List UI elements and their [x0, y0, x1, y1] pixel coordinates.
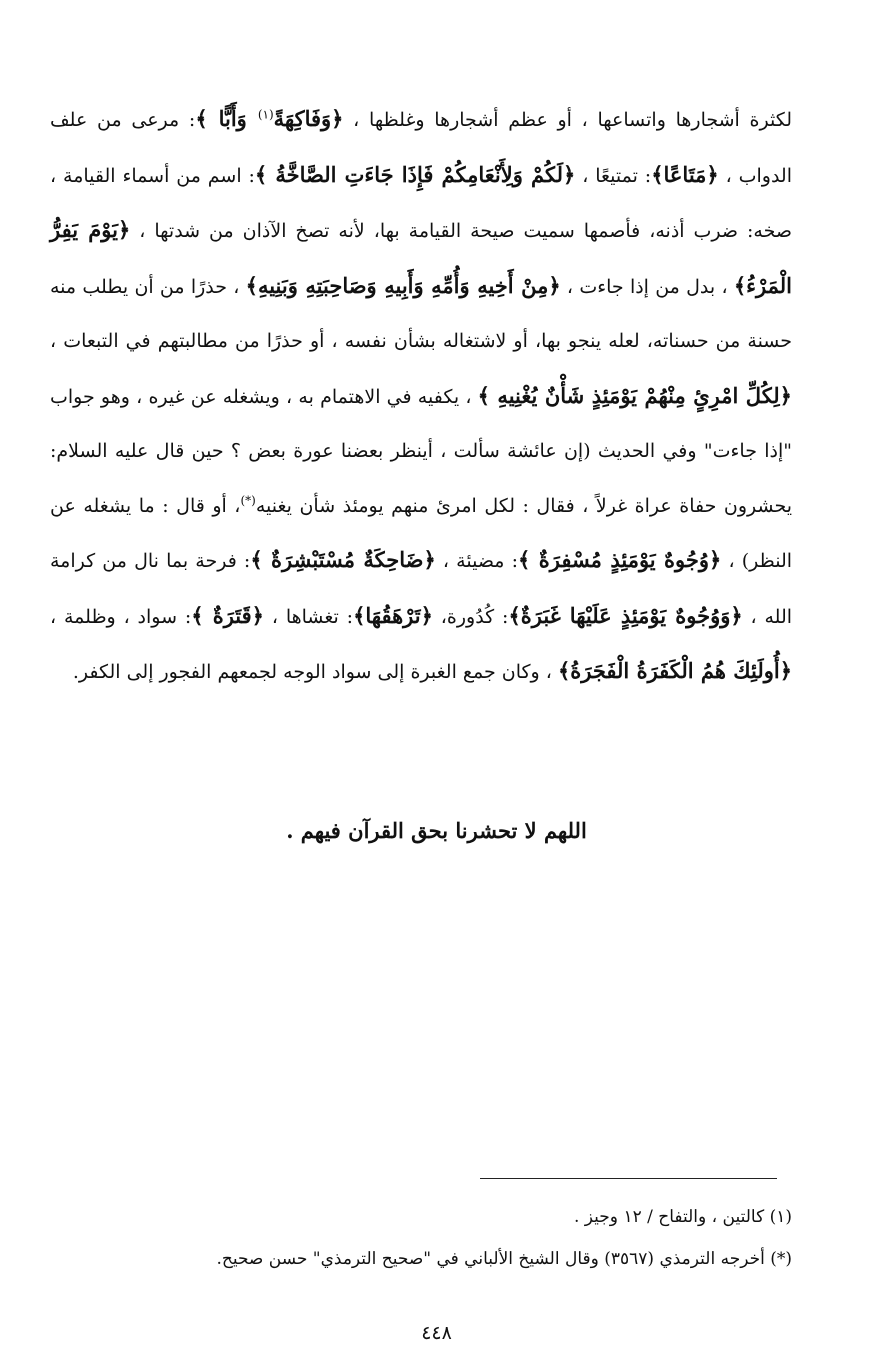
quran-verse: ﴿وَفَاكِهَةً — [273, 106, 344, 131]
text-segment: : مرعى من علف الدواب ، — [50, 109, 792, 187]
text-segment: ، بدل من إذا جاءت ، — [560, 275, 734, 298]
text-segment: ، وكان جمع الغبرة إلى سواد الوجه لجمعهم الفجور إلى الكفر. — [72, 661, 558, 683]
quran-verse: وَأَبًّا ﴾ — [195, 106, 258, 131]
quran-verse: ﴿مِنْ أَخِيهِ وَأُمِّهِ وَأَبِيهِ وَصَاحِبَتِهِ وَبَنِيهِ﴾ — [245, 272, 561, 298]
quran-verse: ﴿يَوْمَ يَفِرُّ الْمَرْءُ﴾ — [50, 217, 792, 298]
quran-verse: ﴿تَرْهَقُهَا﴾ — [353, 602, 433, 628]
text-segment: : سواد ، وظلمة ، — [50, 605, 192, 628]
text-segment: ، أو قال : ما يشغله عن النظر) ، — [50, 494, 793, 572]
quran-verse: ﴿أُولَئِكَ هُمُ الْكَفَرَةُ الْفَجَرَةُ﴾ — [557, 658, 792, 683]
footnote-divider — [480, 1178, 777, 1179]
text-segment: : تمتيعًا ، — [575, 164, 652, 187]
text-segment: لكثرة أشجارها واتساعها ، أو عظم أشجارها وغلظها ، — [343, 109, 792, 131]
text-segment: ، حذرًا من أن يطلب منه حسنة من حسناته، لعله ينجو بها، أو لاشتغاله بشأن نفسه ، أو حذرًا من مطالبتهم في التبعات ، — [50, 275, 792, 352]
closing-supplication: اللهم لا تحشرنا بحق القرآن فيهم . — [286, 818, 587, 843]
quran-verse: ﴿لِكُلِّ امْرِئٍ مِنْهُمْ يَوْمَئِذٍ شَأْنٌ يُغْنِيهِ ﴾ — [477, 382, 792, 408]
quran-verse: ﴿وُجُوهٌ يَوْمَئِذٍ مُسْفِرَةٌ ﴾ — [518, 547, 722, 572]
text-segment: : تغشاها ، — [264, 605, 354, 628]
text-segment: : مضيئة ، — [435, 550, 519, 572]
text-segment: : كُدُورة، — [432, 605, 509, 628]
quran-verse: ﴿لَكُمْ وَلِأَنْعَامِكُمْ فَإِذَا جَاءَتِ الصَّاخَّةُ ﴾ — [254, 161, 576, 187]
quran-verse: ﴿قَتَرَةٌ ﴾ — [191, 602, 264, 628]
text-segment: : اسم من أسماء القيامة ، صخه: ضرب أذنه، فأصمها سميت صيحة القيامة بها، لأنه تصخ الآذان من شدتها ، — [50, 164, 792, 242]
footnote-marker: (*) — [240, 493, 256, 508]
footnote-marker: (١) — [257, 107, 274, 122]
page-number: ٤٤٨ — [421, 1322, 452, 1344]
footnote-1: (١) كالتين ، والتفاح / ١٢ وجيز . — [573, 1207, 792, 1227]
quran-verse: ﴿وَوُجُوهٌ يَوْمَئِذٍ عَلَيْهَا غَبَرَةٌ﴾ — [508, 602, 743, 628]
text-segment: : فرحة بما نال من كرامة الله ، — [50, 550, 793, 628]
quran-verse: ﴿ضَاحِكَةٌ مُسْتَبْشِرَةٌ ﴾ — [250, 547, 436, 572]
footnote-2: (*) أخرجه الترمذي (٣٥٦٧) وقال الشيخ الألباني في "صحيح الترمذي" حسن صحيح. — [216, 1249, 792, 1269]
quran-verse: ﴿مَتَاعًا﴾ — [651, 161, 719, 187]
commentary-text — [50, 92, 792, 700]
footnotes — [50, 1196, 792, 1280]
text-segment: ، يكفيه في الاهتمام به ، ويشغله عن غيره ، وهو جواب "إذا جاءت" وفي الحديث (إن عائشة سألت ، أينظر بعضنا عورة بعض ؟ حين قال عليه السلام: يحشرون حفاة عراة غرلاً ، فقال : لكل امرئ منهم يومئذ شأن يغنيه — [50, 385, 792, 517]
commentary-paragraph — [50, 92, 792, 700]
